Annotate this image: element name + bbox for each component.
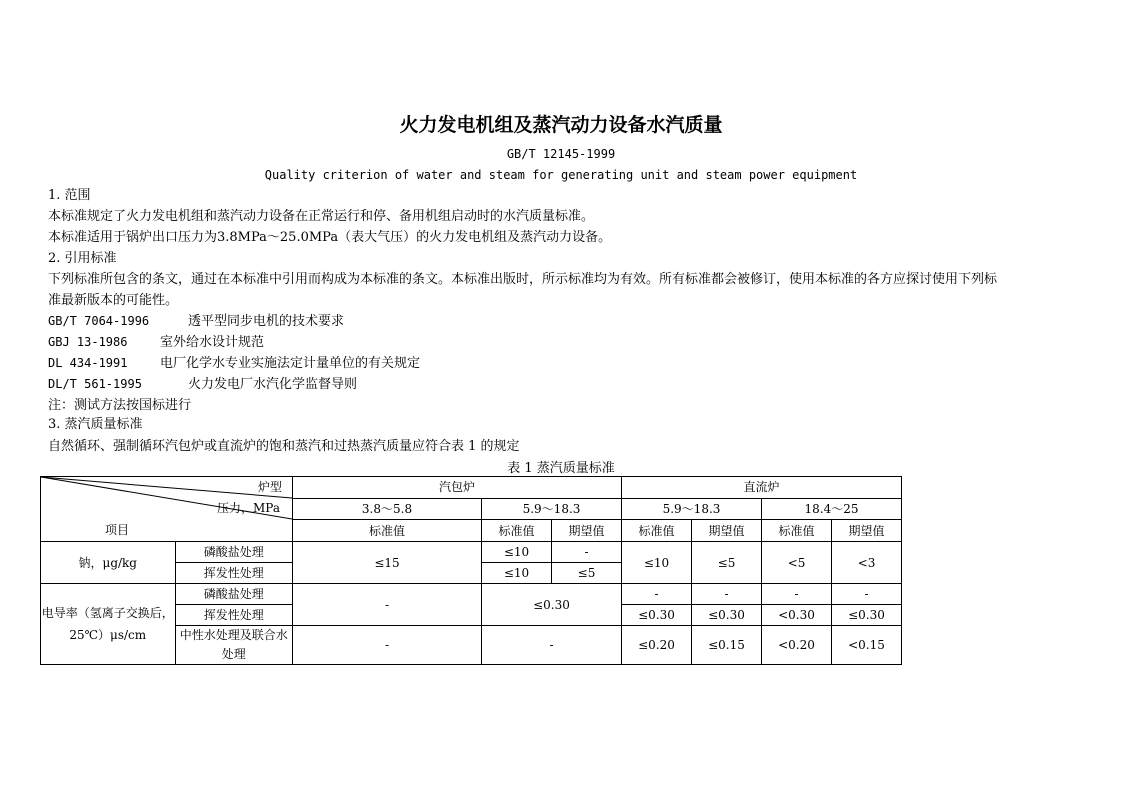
table-cell: ≤5 [552,563,622,584]
table-cell: - [832,584,902,605]
treatment-neutral-combined: 中性水处理及联合水处理 [175,626,292,665]
table-cell: ≤0.30 [692,605,762,626]
reference-title: 室外给水设计规范 [160,335,265,350]
table-cell: - [293,626,482,665]
reference-item [48,311,1074,332]
pressure-range-3: 5.9～18.3 [622,498,762,520]
treatment-phosphate: 磷酸盐处理 [175,584,292,605]
reference-item [48,374,1074,395]
treatment-volatile: 挥发性处理 [175,563,292,584]
table-cell: ≤10 [622,542,692,584]
table-cell: ≤10 [482,563,552,584]
reference-title: 电厂化学水专业实施法定计量单位的有关规定 [160,356,421,371]
english-subtitle: Quality criterion of water and steam for generating unit and steam power equipment [264,168,858,182]
table-corner-header [41,477,293,542]
section-1-paragraph-2: 本标准适用于锅炉出口压力为3.8MPa～25.0MPa（表大气压）的火力发电机组及蒸汽动力设备。 [48,230,612,245]
pressure-range-1: 3.8～5.8 [293,498,482,520]
row-header-sodium: 钠，μg/kg [41,542,176,584]
reference-code: GBJ 13-1986 [48,335,128,349]
pressure-range-2: 5.9～18.3 [482,498,622,520]
table-cell: - [293,584,482,626]
standard-value-header: 标准值 [482,520,552,542]
document-title: 火力发电机组及蒸汽动力设备水汽质量 [399,114,723,136]
table-cell: <0.15 [832,626,902,665]
expected-value-header: 期望值 [832,520,902,542]
reference-item [48,332,1074,353]
section-2-heading: 2. 引用标准 [48,251,117,266]
table-cell: - [692,584,762,605]
table-cell: ≤0.30 [832,605,902,626]
header-once-through-boiler: 直流炉 [622,477,902,499]
header-drum-boiler: 汽包炉 [293,477,622,499]
section-1-paragraph-1: 本标准规定了火力发电机组和蒸汽动力设备在正常运行和停、备用机组启动时的水汽质量标准。 [48,209,595,224]
section-1-heading: 1. 范围 [48,188,91,203]
pressure-range-4: 18.4～25 [762,498,902,520]
treatment-phosphate: 磷酸盐处理 [175,542,292,563]
reference-title: 透平型同步电机的技术要求 [188,314,345,329]
table-cell: ≤15 [293,542,482,584]
table-cell: <0.20 [762,626,832,665]
table-cell: ≤0.15 [692,626,762,665]
standard-code: GB/T 12145-1999 [506,147,616,161]
table-cell: - [482,626,622,665]
table-cell: ≤0.30 [622,605,692,626]
table-caption: 表 1 蒸汽质量标准 [507,461,615,476]
standard-value-header: 标准值 [622,520,692,542]
reference-code: GB/T 7064-1996 [48,314,150,328]
reference-code: DL/T 561-1995 [48,377,142,391]
reference-item [48,353,1074,374]
row-header-conductivity: 电导率（氢离子交换后，25℃）μs/cm [41,584,176,665]
corner-label-pressure: 压力，MPa [217,501,280,515]
table-cell: ≤10 [482,542,552,563]
note-text: 注：测试方法按国标进行 [48,398,192,413]
table-cell: <3 [832,542,902,584]
section-2-paragraph-line-1: 下列标准所包含的条文，通过在本标准中引用而构成为本标准的条文。本标准出版时，所示标准均为有效。所有标准都会被修订，使用本标准的各方应探讨使用下列标 [48,272,998,287]
table-cell: ≤5 [692,542,762,584]
standard-value-header: 标准值 [293,520,482,542]
table-cell: ≤0.30 [482,584,622,626]
treatment-volatile: 挥发性处理 [175,605,292,626]
section-3-heading: 3. 蒸汽质量标准 [48,417,143,432]
table-cell: <0.30 [762,605,832,626]
expected-value-header: 期望值 [692,520,762,542]
corner-label-furnace: 炉型 [257,480,282,494]
table-cell: <5 [762,542,832,584]
section-2-paragraph-line-2: 准最新版本的可能性。 [48,293,179,308]
reference-title: 火力发电厂水汽化学监督导则 [188,377,358,392]
table-cell: ≤0.20 [622,626,692,665]
expected-value-header: 期望值 [552,520,622,542]
table-cell: - [552,542,622,563]
table-cell: - [762,584,832,605]
standard-value-header: 标准值 [762,520,832,542]
corner-label-item: 项目 [105,523,130,537]
section-3-paragraph: 自然循环、强制循环汽包炉或直流炉的饱和蒸汽和过热蒸汽质量应符合表 1 的规定 [48,439,520,454]
reference-code: DL 434-1991 [48,356,128,370]
table-cell: - [622,584,692,605]
steam-quality-table [40,476,902,665]
